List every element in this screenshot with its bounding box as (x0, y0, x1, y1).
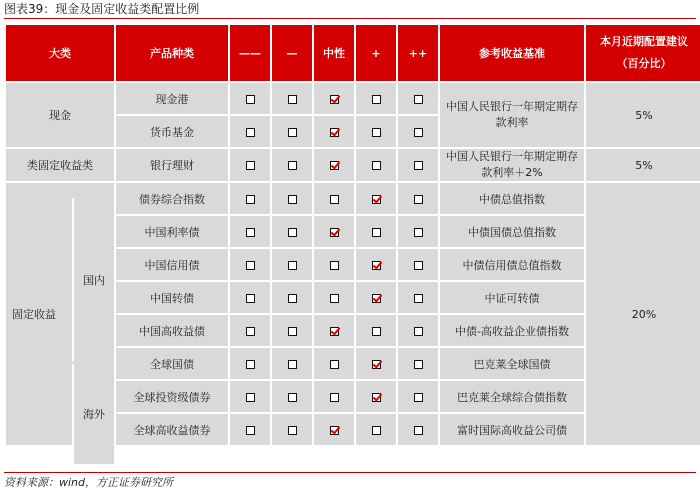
check-cell (314, 249, 354, 280)
checkbox (372, 327, 381, 336)
check-cell (314, 83, 354, 114)
subgroup-domestic-label: 国内 (83, 273, 105, 287)
checkbox (246, 426, 255, 435)
allocation-fixed: 20% (586, 183, 700, 445)
check-cell (272, 216, 312, 247)
checkbox (372, 228, 381, 237)
benchmark-cell: 巴克莱全球综合债指数 (440, 381, 584, 412)
benchmark-cell: 中证可转债 (440, 282, 584, 313)
benchmark-cell: 中债国债总值指数 (440, 216, 584, 247)
check-cell (314, 149, 354, 181)
check-cell (314, 315, 354, 346)
check-cell (314, 414, 354, 445)
check-cell (230, 249, 270, 280)
check-cell (272, 282, 312, 313)
check-cell (356, 282, 396, 313)
checkbox (414, 327, 423, 336)
checked-checkbox (372, 294, 381, 303)
benchmark-cell: 中债-高收益企业债指数 (440, 315, 584, 346)
checkbox (246, 261, 255, 270)
allocation-quasi-fixed: 5% (586, 149, 700, 181)
check-cell (272, 149, 312, 181)
check-cell (230, 183, 270, 214)
check-cell (356, 348, 396, 379)
checkbox (288, 327, 297, 336)
checkbox (330, 294, 339, 303)
checkbox (330, 261, 339, 270)
checkbox (414, 95, 423, 104)
header-category: 大类 (6, 25, 114, 81)
allocation-cash: 5% (586, 83, 700, 147)
figure-title: 图表39：现金及固定收益类配置比例 (4, 0, 696, 19)
product-cell: 中国高收益债 (116, 315, 228, 346)
check-cell (356, 83, 396, 114)
product-cell: 现金港 (116, 83, 228, 114)
checkbox (414, 294, 423, 303)
checkbox (330, 360, 339, 369)
checked-checkbox (330, 228, 339, 237)
product-cell: 银行理财 (116, 149, 228, 181)
checkbox (246, 95, 255, 104)
checked-checkbox (372, 195, 381, 204)
header-benchmark: 参考收益基准 (440, 25, 584, 81)
product-cell: 全球投资级债券 (116, 381, 228, 412)
checkbox (246, 161, 255, 170)
product-cell: 中国信用债 (116, 249, 228, 280)
product-cell: 全球国债 (116, 348, 228, 379)
checkbox (414, 161, 423, 170)
checkbox (414, 128, 423, 137)
check-cell (398, 282, 438, 313)
checkbox (288, 95, 297, 104)
check-cell (398, 348, 438, 379)
check-cell (356, 216, 396, 247)
checkbox (372, 426, 381, 435)
header-strong-underweight: —— (230, 25, 270, 81)
checkbox (372, 95, 381, 104)
check-cell (356, 183, 396, 214)
benchmark-cell: 巴克莱全球国债 (440, 348, 584, 379)
checkbox (414, 228, 423, 237)
group-quasi-fixed: 类固定收益类 (6, 149, 114, 181)
checkbox (414, 426, 423, 435)
table-row (6, 83, 700, 114)
check-cell (314, 282, 354, 313)
table-row (6, 149, 700, 181)
check-cell (272, 116, 312, 147)
check-cell (398, 381, 438, 412)
check-cell (272, 83, 312, 114)
check-cell (272, 315, 312, 346)
check-cell (272, 381, 312, 412)
product-cell: 债券综合指数 (116, 183, 228, 214)
checkbox (372, 128, 381, 137)
check-cell (356, 381, 396, 412)
check-cell (230, 216, 270, 247)
checkbox (246, 360, 255, 369)
checkbox (288, 228, 297, 237)
checkbox (246, 294, 255, 303)
check-cell (356, 116, 396, 147)
check-cell (230, 381, 270, 412)
check-cell (230, 348, 270, 379)
checkbox (246, 228, 255, 237)
check-cell (230, 149, 270, 181)
check-cell (398, 249, 438, 280)
header-row (6, 25, 700, 81)
check-cell (398, 116, 438, 147)
checkbox (246, 327, 255, 336)
checkbox (288, 393, 297, 402)
checked-checkbox (330, 95, 339, 104)
check-cell (230, 315, 270, 346)
checkbox (246, 128, 255, 137)
benchmark-cell: 富时国际高收益公司债 (440, 414, 584, 445)
checkbox (246, 393, 255, 402)
header-product: 产品种类 (116, 25, 228, 81)
check-cell (356, 149, 396, 181)
checked-checkbox (372, 393, 381, 402)
checked-checkbox (330, 128, 339, 137)
checkbox (288, 128, 297, 137)
check-cell (272, 183, 312, 214)
checkbox (414, 393, 423, 402)
checkbox (372, 161, 381, 170)
check-cell (398, 216, 438, 247)
checked-checkbox (330, 161, 339, 170)
checkbox (288, 426, 297, 435)
checkbox (288, 294, 297, 303)
checked-checkbox (330, 327, 339, 336)
checkbox (288, 161, 297, 170)
benchmark-cell: 中国人民银行一年期定期存款利率＋2% (440, 149, 584, 181)
checkbox (414, 261, 423, 270)
check-cell (398, 183, 438, 214)
check-cell (272, 414, 312, 445)
check-cell (314, 116, 354, 147)
check-cell (398, 315, 438, 346)
header-underweight: — (272, 25, 312, 81)
subgroup-overseas (72, 364, 114, 464)
checkbox (414, 360, 423, 369)
group-fixed-income: 固定收益 (6, 183, 114, 445)
benchmark-cell: 中债信用债总值指数 (440, 249, 584, 280)
product-cell: 中国转债 (116, 282, 228, 313)
subgroup-overseas-label: 海外 (83, 408, 105, 421)
product-cell: 货币基金 (116, 116, 228, 147)
checked-checkbox (372, 360, 381, 369)
group-cash: 现金 (6, 83, 114, 147)
checkbox (414, 195, 423, 204)
header-neutral: 中性 (314, 25, 354, 81)
checkbox (288, 261, 297, 270)
check-cell (398, 414, 438, 445)
header-allocation: 本月近期配置建议（百分比） (586, 25, 700, 81)
checkbox (330, 195, 339, 204)
check-cell (272, 249, 312, 280)
checked-checkbox (372, 261, 381, 270)
checkbox (288, 360, 297, 369)
source-note: 资料来源：wind，方正证券研究所 (4, 472, 696, 493)
check-cell (356, 249, 396, 280)
check-cell (230, 83, 270, 114)
subgroup-domestic (72, 198, 114, 361)
check-cell (272, 348, 312, 379)
check-cell (398, 149, 438, 181)
check-cell (356, 414, 396, 445)
check-cell (230, 414, 270, 445)
benchmark-cell: 中国人民银行一年期定期存款利率 (440, 83, 584, 147)
check-cell (314, 381, 354, 412)
check-cell (356, 315, 396, 346)
check-cell (230, 116, 270, 147)
check-cell (398, 83, 438, 114)
checkbox (288, 195, 297, 204)
header-overweight: + (356, 25, 396, 81)
checked-checkbox (330, 426, 339, 435)
check-cell (314, 216, 354, 247)
header-strong-overweight: ++ (398, 25, 438, 81)
checkbox (246, 195, 255, 204)
product-cell: 全球高收益债券 (116, 414, 228, 445)
benchmark-cell: 中债总值指数 (440, 183, 584, 214)
checkbox (330, 393, 339, 402)
product-cell: 中国利率债 (116, 216, 228, 247)
check-cell (230, 282, 270, 313)
check-cell (314, 348, 354, 379)
check-cell (314, 183, 354, 214)
